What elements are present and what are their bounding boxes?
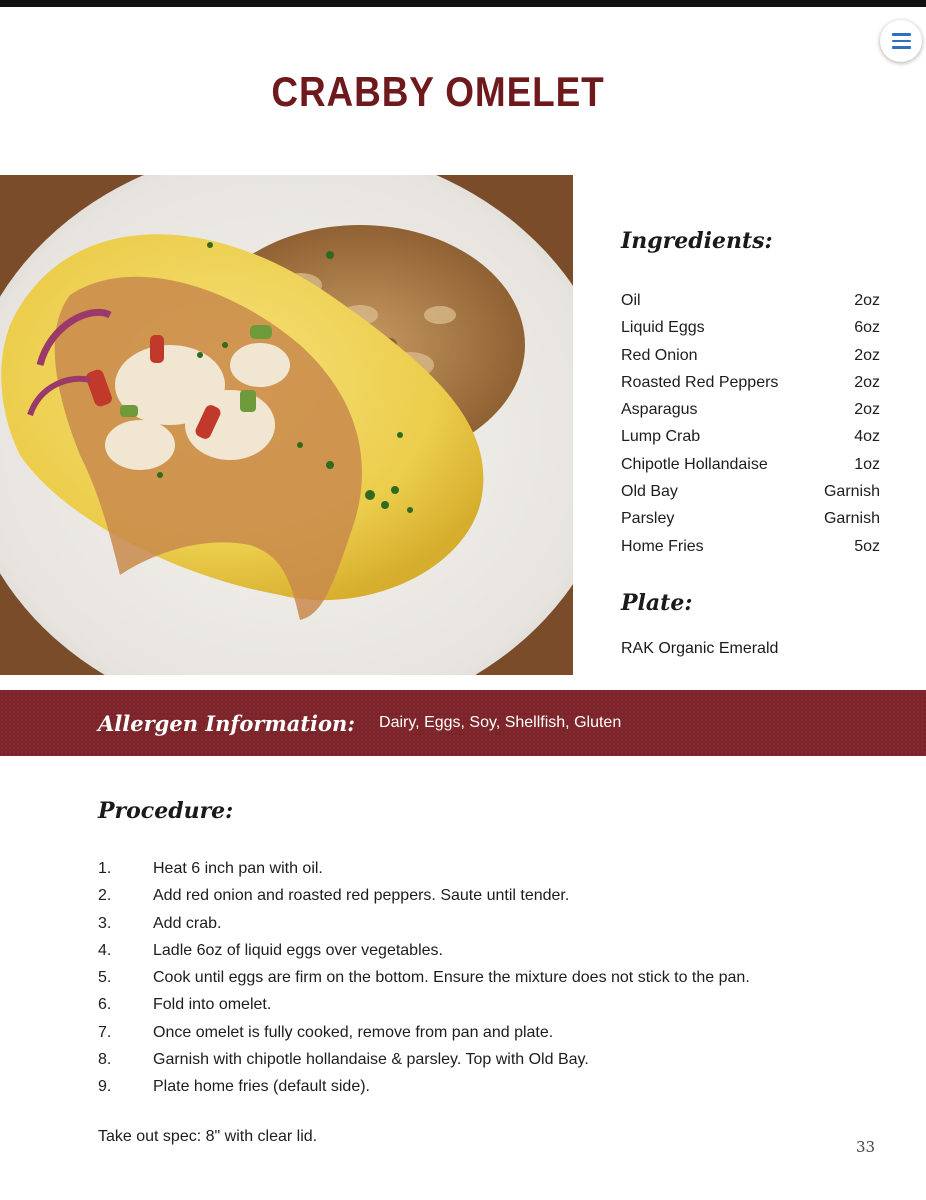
plate-value: RAK Organic Emerald <box>621 640 779 657</box>
step-text: Add red onion and roasted red peppers. Saute until tender. <box>153 887 570 905</box>
ingredient-row <box>621 369 880 396</box>
menu-button[interactable] <box>880 20 922 62</box>
procedure-step <box>98 964 798 991</box>
ingredient-row <box>621 342 880 369</box>
ingredient-qty: Garnish <box>823 510 880 528</box>
ingredient-name: Asparagus <box>621 401 698 419</box>
takeout-spec: Take out spec: 8" with clear lid. <box>98 1128 318 1145</box>
ingredient-row <box>621 287 880 314</box>
step-number: 6. <box>98 996 112 1014</box>
procedure-step <box>98 910 798 937</box>
step-number: 1. <box>98 860 112 877</box>
omelet-photo <box>0 175 573 675</box>
top-edge-bar <box>0 0 926 7</box>
step-text: Cook until eggs are firm on the bottom. Ensure the mixture does not stick to the pan. <box>153 969 750 987</box>
ingredients-list <box>621 287 880 560</box>
step-number: 2. <box>98 887 112 905</box>
ingredient-qty: 6oz <box>854 319 880 337</box>
ingredient-qty: 2oz <box>854 401 880 419</box>
procedure-step <box>98 855 798 882</box>
step-text: Ladle 6oz of liquid eggs over vegetables. <box>153 941 443 959</box>
procedure-step <box>98 937 798 964</box>
step-text: Heat 6 inch pan with oil. <box>153 860 323 877</box>
ingredient-qty: 2oz <box>854 346 880 364</box>
ingredient-name: Chipotle Hollandaise <box>621 455 768 473</box>
ingredient-row <box>621 451 880 478</box>
ingredient-row <box>621 314 880 341</box>
procedure-step <box>98 1046 798 1073</box>
step-number: 7. <box>98 1023 112 1041</box>
procedure-step <box>98 1073 798 1100</box>
step-number: 9. <box>98 1078 112 1096</box>
step-number: 5. <box>98 969 112 987</box>
step-number: 8. <box>98 1051 112 1069</box>
ingredient-qty: 1oz <box>854 455 880 473</box>
step-text: Garnish with chipotle hollandaise & parsley. Top with Old Bay. <box>153 1051 589 1069</box>
allergen-label: Allergen Information: <box>98 710 356 736</box>
page-number: 33 <box>856 1138 876 1156</box>
allergen-list: Dairy, Eggs, Soy, Shellfish, Gluten <box>379 714 622 731</box>
ingredient-name: Oil <box>621 292 641 309</box>
hamburger-menu-icon <box>892 33 911 36</box>
procedure-heading: Procedure: <box>98 798 234 824</box>
allergen-banner <box>0 690 926 756</box>
procedure-step <box>98 1019 798 1046</box>
ingredient-qty: 2oz <box>854 292 880 309</box>
ingredient-name: Old Bay <box>621 483 678 501</box>
ingredient-name: Red Onion <box>621 346 698 364</box>
ingredient-qty: 2oz <box>854 373 880 391</box>
step-text: Fold into omelet. <box>153 996 272 1014</box>
step-number: 4. <box>98 941 112 959</box>
ingredients-heading: Ingredients: <box>621 228 773 254</box>
ingredient-qty: 5oz <box>854 537 880 555</box>
ingredient-qty: Garnish <box>823 483 880 501</box>
ingredient-name: Parsley <box>621 510 675 528</box>
ingredient-row <box>621 505 880 532</box>
plate-heading: Plate: <box>621 590 693 616</box>
procedure-step <box>98 882 798 909</box>
step-text: Once omelet is fully cooked, remove from pan and plate. <box>153 1023 554 1041</box>
ingredient-name: Home Fries <box>621 537 704 555</box>
hamburger-menu-icon-line <box>892 40 911 43</box>
step-text: Plate home fries (default side). <box>153 1078 370 1096</box>
ingredient-name: Roasted Red Peppers <box>621 373 779 391</box>
ingredient-row <box>621 396 880 423</box>
ingredient-row <box>621 478 880 505</box>
procedure-step <box>98 991 798 1018</box>
hamburger-menu-icon-line <box>892 46 911 49</box>
step-text: Add crab. <box>153 914 222 932</box>
recipe-title: CRABBY OMELET <box>271 68 605 115</box>
ingredient-name: Liquid Eggs <box>621 319 705 337</box>
procedure-list <box>98 855 798 1101</box>
ingredient-qty: 4oz <box>854 428 880 446</box>
ingredient-row <box>621 533 880 560</box>
ingredient-name: Lump Crab <box>621 428 701 446</box>
ingredient-row <box>621 423 880 450</box>
step-number: 3. <box>98 914 112 932</box>
